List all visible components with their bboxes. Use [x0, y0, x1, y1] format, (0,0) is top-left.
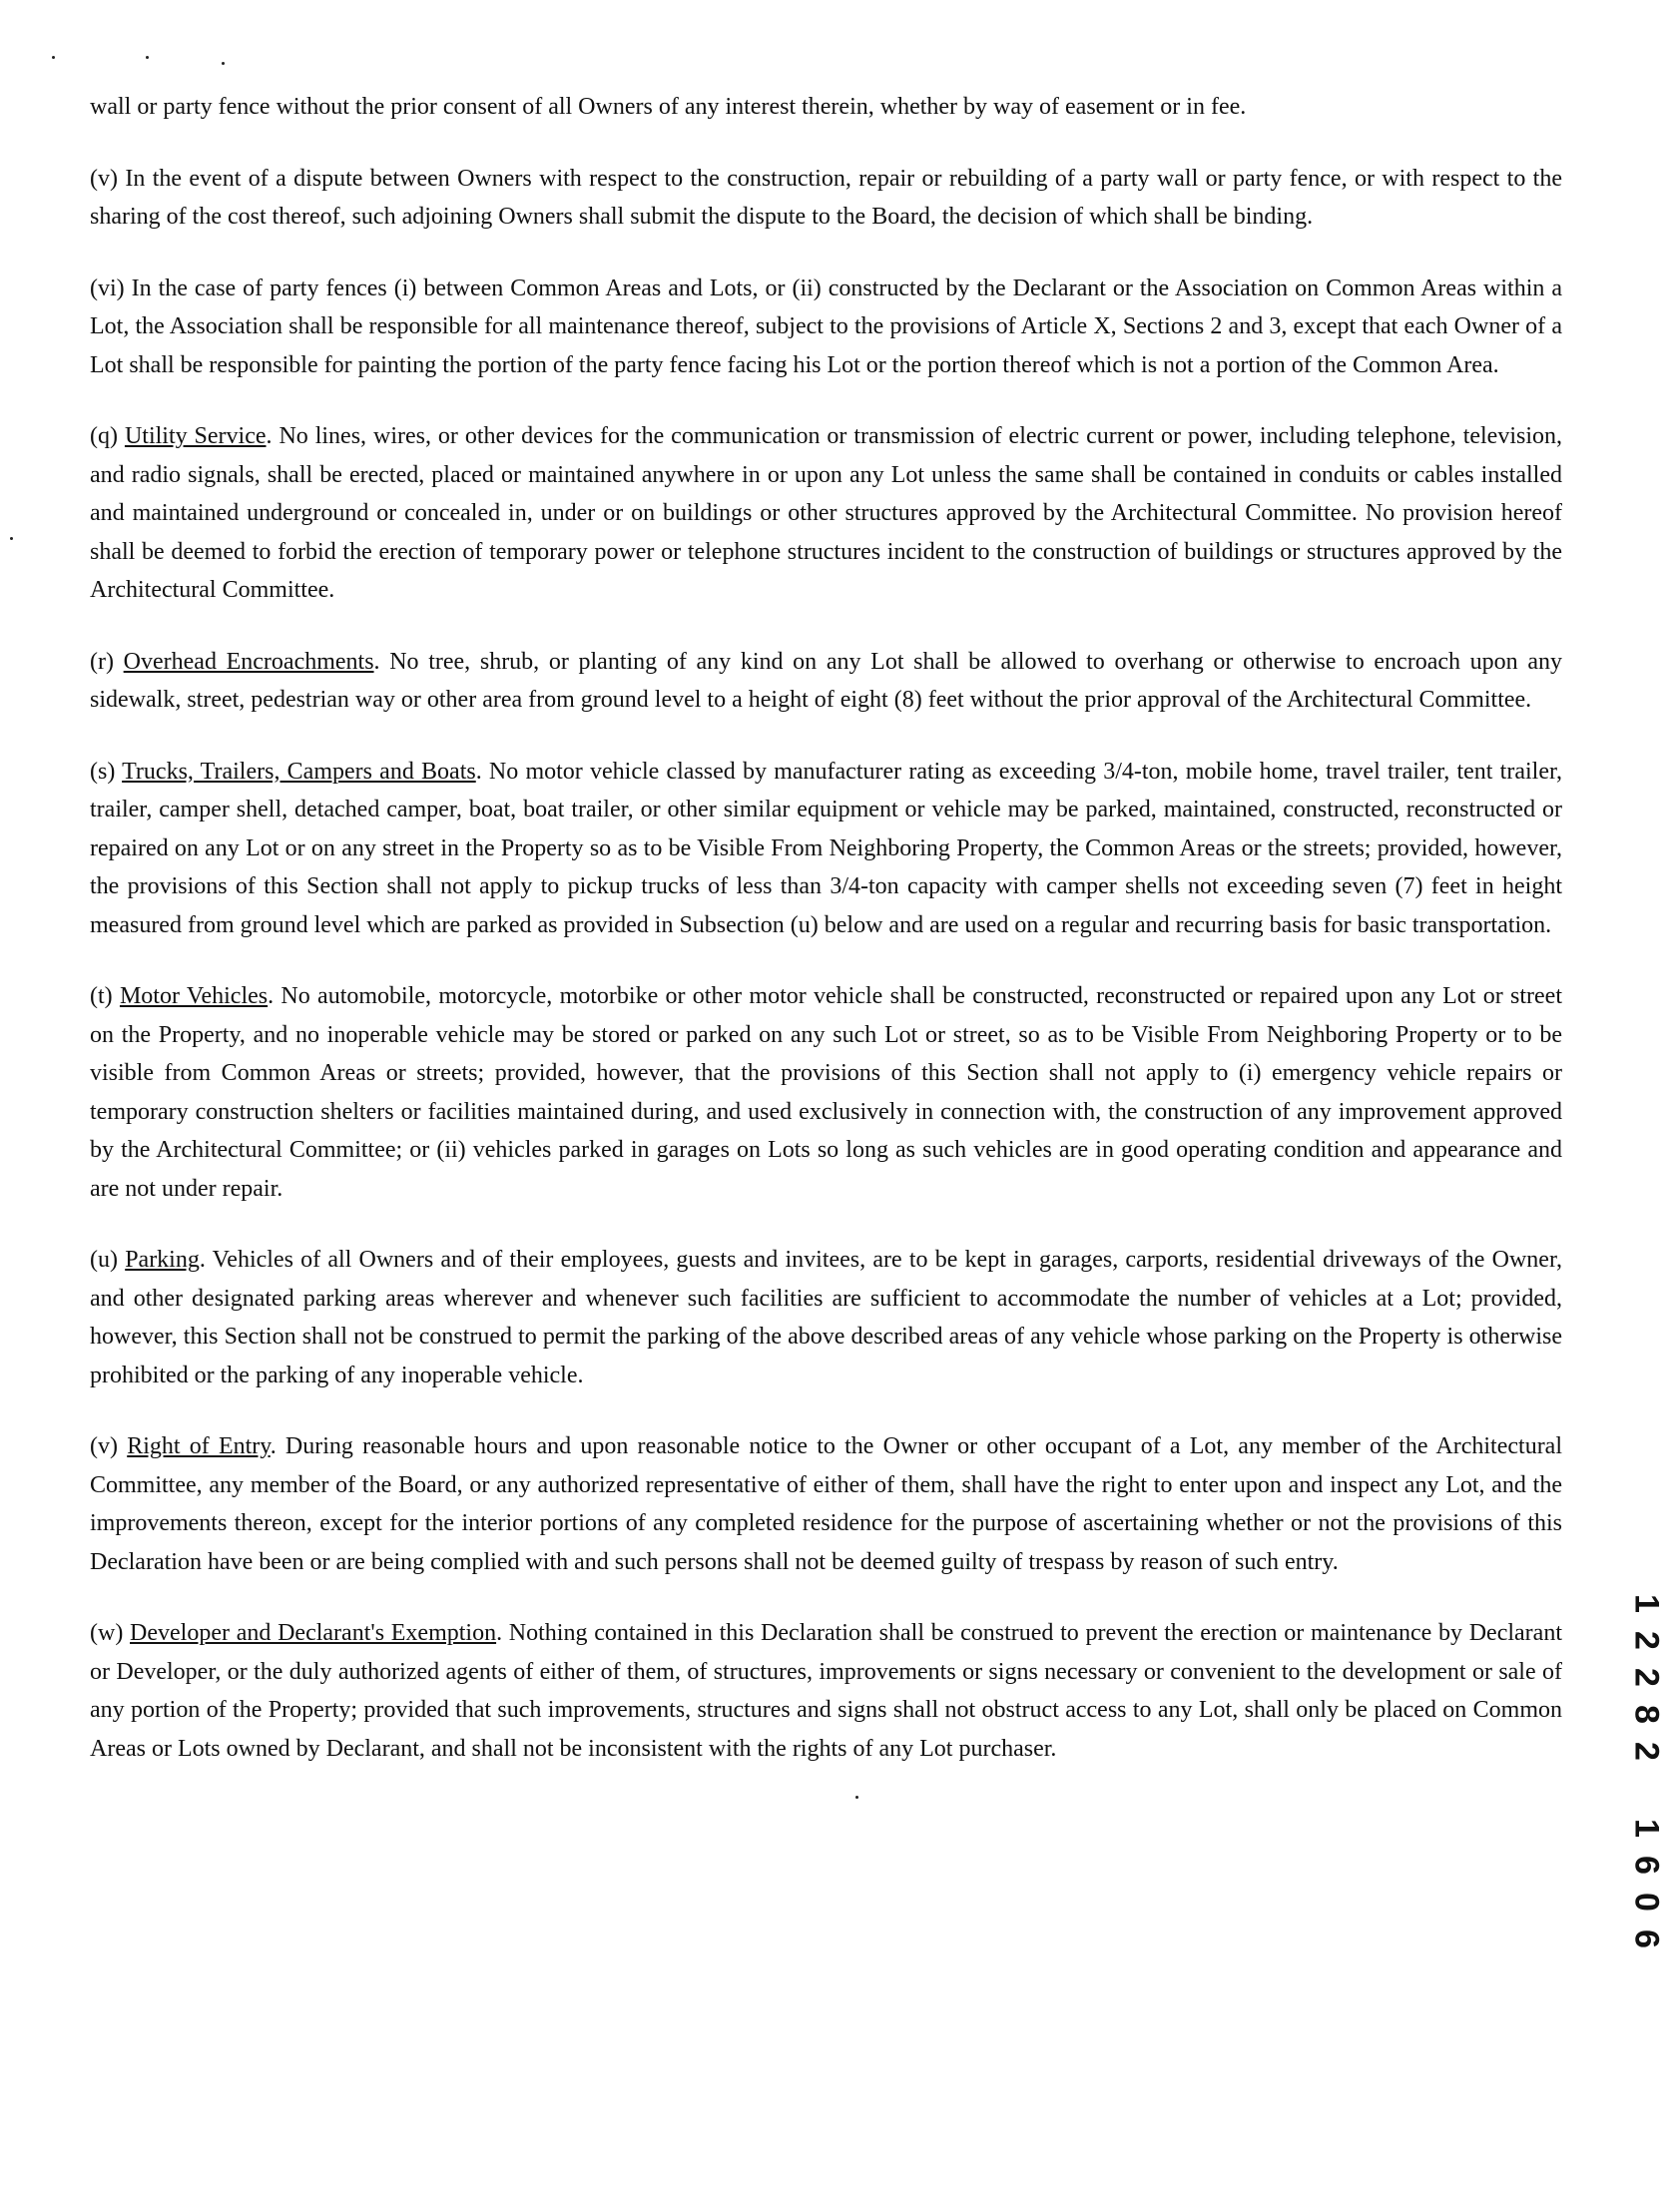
- section-prefix: (w): [90, 1620, 131, 1646]
- section-t-motor-vehicles: [90, 977, 1562, 1208]
- section-text: . During reasonable hours and upon reasonable notice to the Owner or other occupant of a Lot, any member of the Architectural Committee, any member of the Board, or any authorized representative of either of them, shall have the right to enter upon and inspect any Lot, and the improvements thereon, except for the interior portions of any completed residence for the purpose of ascertaining whether or not the provisions of this Declaration have been or are being complied with and such persons shall not be deemed guilty of trespass by reason of such entry.: [90, 1433, 1562, 1575]
- paragraph-text: wall or party fence without the prior consent of all Owners of any interest therein, whether by way of easement or in fee.: [90, 94, 1247, 120]
- recording-digit: 6: [1627, 1929, 1666, 1948]
- section-text: . No motor vehicle classed by manufacturer rating as exceeding 3/4-ton, mobile home, travel trailer, tent trailer, trailer, camper shell, detached camper, boat, boat trailer, or other similar equipment or vehicle may be parked, maintained, constructed, reconstructed or repaired on any Lot or on any street in the Property so as to be Visible From Neighboring Property, the Common Areas or the streets; provided, however, the provisions of this Section shall not apply to pickup trucks of less than 3/4-ton capacity with camper shells not exceeding seven (7) feet in height measured from ground level which are parked as provided in Subsection (u) below and are used on a regular and recurring basis for basic transportation.: [90, 758, 1563, 938]
- scan-speck: [146, 56, 149, 59]
- recording-digit: 1: [1627, 1594, 1666, 1613]
- recording-digit: 2: [1627, 1742, 1666, 1761]
- recording-number-stamp: [1627, 1585, 1666, 1957]
- section-text: . Vehicles of all Owners and of their employees, guests and invitees, are to be kept in garages, carports, residential driveways of the Owner, and other designated parking areas wherever and whenever such facilities are sufficient to accommodate the number of vehicles at a Lot; provided, however, this Section shall not be construed to permit the parking of the above described areas of any vehicle whose parking on the Property is otherwise prohibited or the parking of any inoperable vehicle.: [90, 1247, 1562, 1388]
- scan-speck: [52, 56, 55, 59]
- section-text: . No automobile, motorcycle, motorbike or other motor vehicle shall be constructed, reconstructed or repaired upon any Lot or street on the Property, and no inoperable vehicle may be stored or parked on any such Lot or street, so as to be Visible From Neighboring Property or to be visible from Common Areas or streets; provided, however, that the provisions of this Section shall not apply to (i) emergency vehicle repairs or temporary construction shelters or facilities maintained during, and used exclusively in connection with, the construction of any improvement approved by the Architectural Committee; or (ii) vehicles parked in garages on Lots so long as such vehicles are in good operating condition and appearance and are not under repair.: [90, 983, 1562, 1202]
- recording-digit: 1: [1627, 1819, 1666, 1838]
- recording-digit: 6: [1627, 1856, 1666, 1875]
- paragraph-party-wall-v: [90, 160, 1562, 237]
- section-heading: Utility Service: [124, 423, 267, 449]
- scan-speck: [10, 537, 13, 540]
- section-prefix: (v): [90, 1433, 128, 1459]
- recording-digit: 2: [1627, 1631, 1666, 1650]
- section-prefix: (u): [90, 1247, 126, 1273]
- section-heading: Motor Vehicles: [119, 983, 269, 1009]
- section-v-right-of-entry: [90, 1427, 1562, 1581]
- section-text: . Nothing contained in this Declaration shall be construed to prevent the erection or maintenance by Declarant or Developer, or the duly authorized agents of either of them, of structures, improvements or signs necessary or convenient to the development or sale of any portion of the Property; provided that such improvements, structures and signs shall not obstruct access to any Lot, shall only be placed on Common Areas or Lots owned by Declarant, and shall not be inconsistent with the rights of any Lot purchaser.: [90, 1620, 1562, 1762]
- section-heading: Overhead Encroachments: [123, 648, 374, 675]
- section-prefix: (r): [90, 648, 124, 675]
- recording-digit: 8: [1627, 1705, 1666, 1724]
- paragraph-prefix: (v): [90, 165, 126, 192]
- section-heading: Developer and Declarant's Exemption: [130, 1620, 497, 1646]
- paragraph-party-wall-continued: [90, 88, 1562, 127]
- section-heading: Trucks, Trailers, Campers and Boats: [122, 758, 476, 785]
- paragraph-text: In the event of a dispute between Owners with respect to the construction, repair or rebuilding of a party wall or party fence, or with respect to the sharing of the cost thereof, such adjoining Owners shall submit the dispute to the Board, the decision of which shall be binding.: [90, 165, 1563, 230]
- paragraph-prefix: (vi): [90, 275, 132, 301]
- section-prefix: (s): [90, 758, 123, 785]
- section-q-utility-service: [90, 417, 1562, 610]
- paragraph-text: In the case of party fences (i) between Common Areas and Lots, or (ii) constructed by the Declarant or the Association on Common Areas within a Lot, the Association shall be responsible for all maintenance thereof, subject to the provisions of Article X, Sections 2 and 3, except that each Owner of a Lot shall be responsible for painting the portion of the party fence facing his Lot or the portion thereof which is not a portion of the Common Area.: [90, 275, 1563, 378]
- section-text: . No lines, wires, or other devices for the communication or transmission of electric current or power, including telephone, television, and radio signals, shall be erected, placed or maintained anywhere in or upon any Lot unless the same shall be contained in conduits or cables installed and maintained underground or concealed in, under or on buildings or other structures approved by the Architectural Committee. No provision hereof shall be deemed to forbid the erection of temporary power or telephone structures incident to the construction of buildings or structures approved by the Architectural Committee.: [90, 423, 1563, 603]
- section-text: . No tree, shrub, or planting of any kind on any Lot shall be allowed to overhang or otherwise to encroach upon any sidewalk, street, pedestrian way or other area from ground level to a height of eight (8) feet without the prior approval of the Architectural Committee.: [90, 648, 1562, 713]
- section-s-trucks-trailers: [90, 753, 1562, 945]
- section-heading: Parking: [125, 1247, 200, 1273]
- section-r-overhead-encroachments: [90, 643, 1562, 720]
- paragraph-party-wall-vi: [90, 270, 1562, 385]
- document-body: [90, 88, 1562, 1801]
- section-u-parking: [90, 1241, 1562, 1394]
- section-prefix: (t): [90, 983, 120, 1009]
- recording-number-gap: [1631, 1770, 1661, 1810]
- section-heading: Right of Entry: [127, 1433, 271, 1459]
- recording-digit: 2: [1627, 1668, 1666, 1687]
- section-w-developer-exemption: [90, 1614, 1562, 1768]
- scan-speck: [222, 62, 225, 65]
- section-prefix: (q): [90, 423, 125, 449]
- recording-digit: 0: [1627, 1893, 1666, 1912]
